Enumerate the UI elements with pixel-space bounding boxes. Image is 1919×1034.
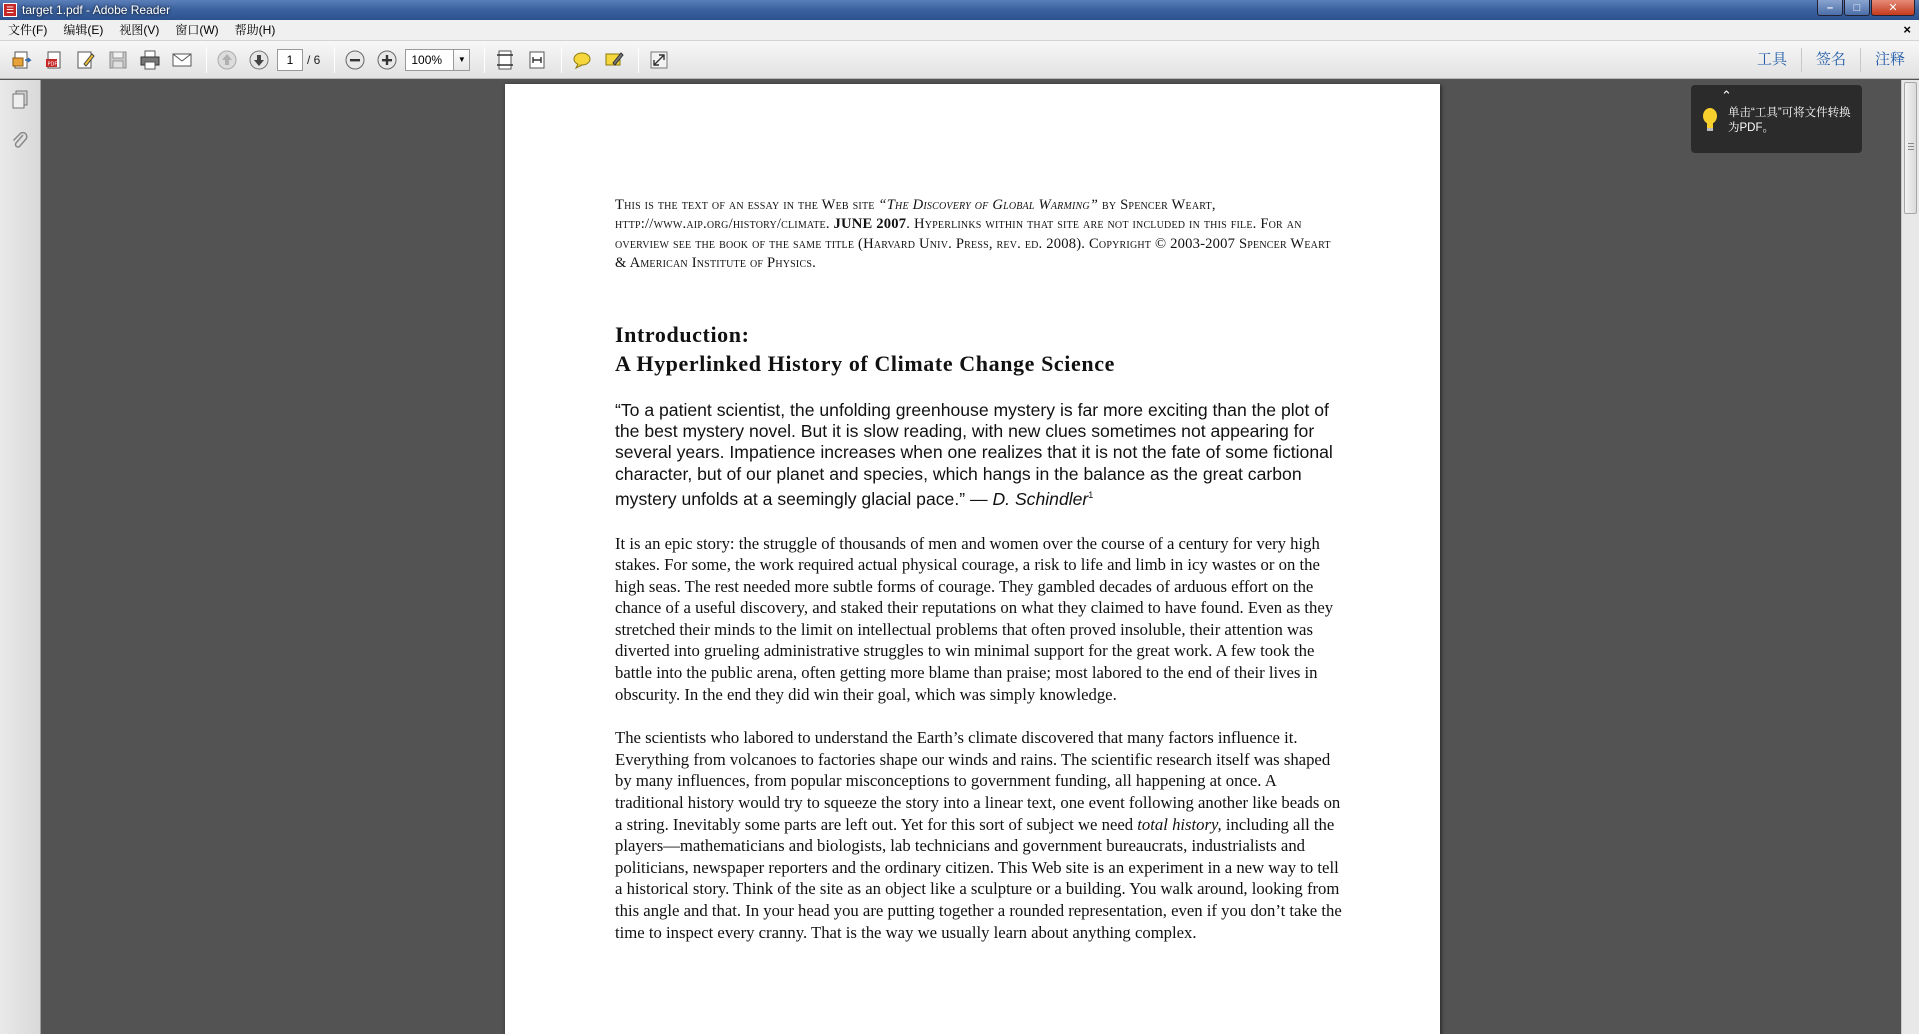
pdf-file-icon (43, 49, 65, 71)
toolbar-separator (484, 47, 485, 73)
page-number-input[interactable]: 1 (277, 49, 303, 71)
header-note-text: . Hyperlinks within that site are not included in this file. For an overview see the book of the same title (Harvard Univ. Press, rev. ed. 2008). Copyright © 2003-2007 Spencer Weart & American Institute of Physics. (615, 216, 1331, 272)
toolbar-separator (638, 47, 639, 73)
toolbar-separator (334, 47, 335, 73)
next-page-button[interactable] (245, 46, 273, 74)
toolbar-separator (206, 47, 207, 73)
zoom-out-icon (344, 49, 366, 71)
navigation-pane (0, 80, 41, 1034)
svg-text:PDF: PDF (47, 61, 58, 67)
grip-line (1908, 146, 1914, 147)
sign-tab[interactable]: 签名 (1801, 48, 1860, 72)
fit-width-button[interactable] (523, 46, 551, 74)
tip-popup[interactable] (1691, 85, 1862, 153)
site-title: “The Discovery of Global Warming” (878, 197, 1099, 213)
scrollbar-thumb[interactable] (1904, 82, 1917, 214)
fit-page-button[interactable] (491, 46, 519, 74)
highlight-pen-icon (603, 49, 625, 71)
header-note-text: by Spencer Weart, http://www.aip.org/history/climate. (615, 197, 1216, 233)
body-paragraph-1: It is an epic story: the struggle of thousands of men and women over the course of a century for very high stakes. For some, the work required actual physical courage, a risk to life and limb in icy wastes or on the high seas. The rest needed more subtle forms of courage. They gambled decades of arduous effort on the chance of a useful discovery, and staked their reputations on what they claimed to have found. Even as they stretched their minds to the limit on intellectual problems that often proved insoluble, their attention was diverted into grueling administrative struggles to win minimal support for the great work. A few took the battle into the public arena, often getting more blame than praise; most labored to the end of their lives in obscurity. In the end they did win their goal, which was simply knowledge. (615, 533, 1334, 704)
zoom-level-input[interactable]: 100% (405, 49, 453, 71)
envelope-icon (171, 49, 193, 71)
create-pdf-icon (11, 49, 33, 71)
print-button[interactable] (136, 46, 164, 74)
close-button[interactable]: ✕ (1871, 0, 1915, 16)
maximize-button[interactable]: □ (1844, 0, 1870, 16)
window-titlebar (0, 0, 1919, 20)
minimize-button[interactable]: – (1817, 0, 1843, 16)
essay-heading (615, 320, 1345, 378)
menu-edit[interactable]: 编辑(E) (63, 22, 104, 37)
edit-pencil-icon (75, 49, 97, 71)
previous-page-button[interactable] (213, 46, 241, 74)
menu-view[interactable]: 视图(V) (119, 22, 160, 37)
paragraph-text: The scientists who labored to understand the Earth’s climate discovered that many factors influence it. Everything from volcanoes to factories shape our winds and rains. The scientific research itself was shaped by many influences, from popular misconceptions to government funding, all happening at once. A traditional history would try to squeeze the story into a linear text, one event following another like beads on a string. Inevitably some parts are left out. Yet for this sort of subject we need (615, 728, 1341, 834)
zoom-dropdown-button[interactable]: ▼ (453, 49, 470, 71)
menu-help[interactable]: 帮助(H) (234, 22, 276, 37)
highlight-button[interactable] (600, 46, 628, 74)
edit-pdf-button[interactable] (72, 46, 100, 74)
tools-tab[interactable]: 工具 (1756, 51, 1787, 68)
window-controls (1817, 0, 1915, 16)
pdf-page (505, 84, 1440, 1034)
menu-file[interactable]: 文件(F) (8, 22, 48, 37)
page-total: / 6 (307, 52, 321, 67)
heading-line-2: A Hyperlinked History of Climate Change Science (615, 350, 1115, 376)
header-note-text: This is the text of an essay in the Web site (615, 197, 879, 213)
window-title: target 1.pdf - Adobe Reader (22, 3, 171, 17)
footnote-marker[interactable]: 1 (1088, 490, 1094, 501)
email-button[interactable] (168, 46, 196, 74)
document-view[interactable] (41, 80, 1901, 1034)
lightbulb-icon (1701, 107, 1719, 133)
grip-line (1908, 143, 1914, 144)
paragraph-emphasis: total history, (1137, 814, 1222, 834)
create-pdf-button[interactable] (8, 46, 36, 74)
printer-icon (139, 49, 161, 71)
comment-tab[interactable]: 注释 (1860, 48, 1919, 72)
fit-page-icon (494, 49, 516, 71)
zoom-in-button[interactable] (373, 46, 401, 74)
expand-icon (648, 49, 670, 71)
grip-line (1908, 149, 1914, 150)
body-paragraph-2 (615, 727, 1345, 943)
quote-attribution: — D. Schindler (965, 489, 1089, 510)
close-document-icon[interactable]: × (1903, 22, 1911, 37)
vertical-scrollbar[interactable] (1901, 80, 1919, 1034)
heading-line-1: Introduction: (615, 321, 750, 347)
menu-bar (0, 20, 1919, 41)
page-content (615, 196, 1345, 943)
arrow-up-icon (216, 49, 238, 71)
menu-window[interactable]: 窗口(W) (175, 22, 219, 37)
add-comment-button[interactable] (568, 46, 596, 74)
zoom-out-button[interactable] (341, 46, 369, 74)
page-thumbnails-button[interactable] (9, 88, 31, 110)
paperclip-icon (10, 131, 30, 151)
arrow-down-icon (248, 49, 270, 71)
right-panel-tabs (1743, 41, 1919, 79)
save-disk-icon (107, 49, 129, 71)
fit-width-icon (526, 49, 548, 71)
collapse-chevron-icon[interactable]: ⌃ (1721, 88, 1732, 103)
main-toolbar (0, 41, 1919, 79)
header-note-date: JUNE 2007 (833, 216, 907, 233)
paragraph-text: including all the players—mathematicians and biologists, lab technicians and government bureaucrats, industrialists and politicians, newspaper reporters and the ordinary citizen. This Web site is an experiment in a new way to tell a historical story. Think of the site as an object like a sculpture or a building. You walk around, looking from this angle and that. In your head you are putting together a rounded representation, even if you don’t take the time to inspect every cranny. That is the way we usually learn about anything complex. (615, 814, 1342, 942)
combine-pdf-button[interactable] (40, 46, 68, 74)
pdf-app-icon: ☰ (3, 3, 17, 17)
quote-text: “To a patient scientist, the unfolding greenhouse mystery is far more exciting than the plot of the best mystery novel. But it is slow reading, with new clues sometimes not appearing for several years. Impatience increases when one realizes that it is not the fate of some fictional character, but of our planet and species, which hangs in the balance as the great carbon mystery unfolds at a seemingly glacial pace.” (615, 399, 1333, 510)
toolbar-separator (561, 47, 562, 73)
fullscreen-button[interactable] (645, 46, 673, 74)
save-button[interactable] (104, 46, 132, 74)
header-note (615, 196, 1345, 274)
tip-text: 单击“工具”可将文件转换为PDF。 (1728, 107, 1851, 134)
epigraph-quote (615, 400, 1345, 511)
attachments-button[interactable] (9, 130, 31, 152)
comment-bubble-icon (571, 49, 593, 71)
pages-icon (10, 89, 30, 109)
zoom-in-icon (376, 49, 398, 71)
